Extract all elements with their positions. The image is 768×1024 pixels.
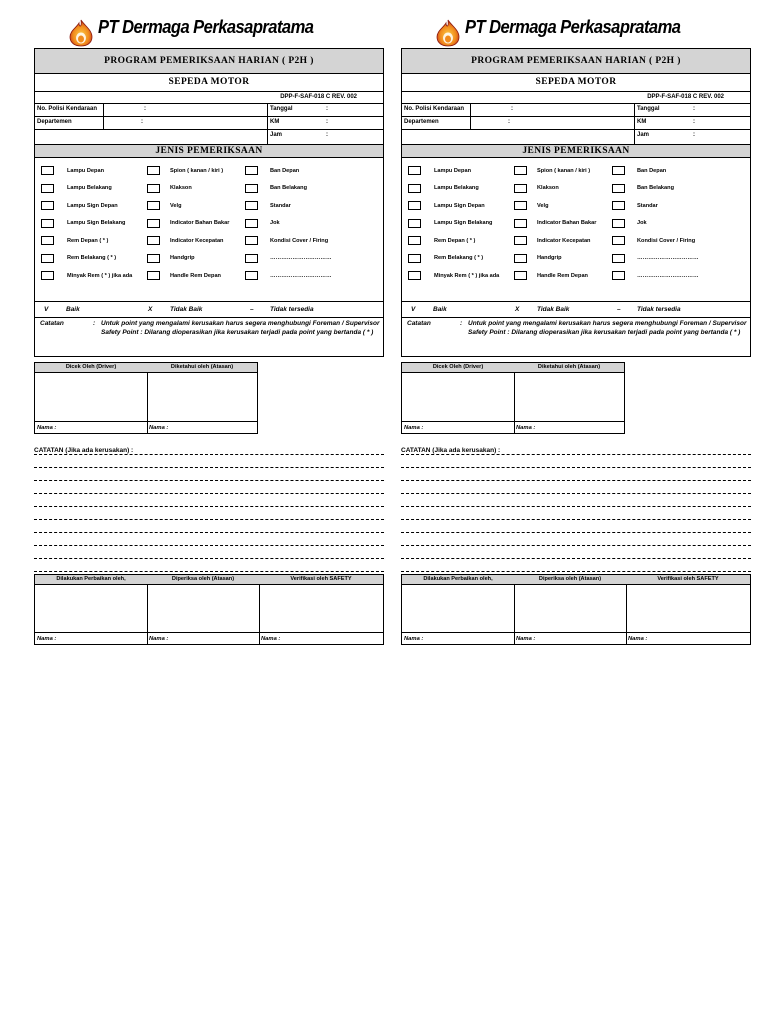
checkbox[interactable] xyxy=(612,236,625,245)
checkbox[interactable] xyxy=(612,184,625,193)
checkbox[interactable] xyxy=(245,219,258,228)
checkbox[interactable] xyxy=(514,166,527,175)
name-label: Nama : xyxy=(516,425,536,431)
checkbox[interactable] xyxy=(147,236,160,245)
check-item-label: Lampu Sign Depan xyxy=(434,202,485,209)
checked-by-header: Dicek Oleh (Driver) xyxy=(35,363,147,373)
check-item-label: Rem Depan ( * ) xyxy=(67,237,109,244)
checkbox[interactable] xyxy=(245,254,258,263)
checkbox[interactable] xyxy=(245,166,258,175)
checkbox[interactable] xyxy=(514,236,527,245)
checkbox[interactable] xyxy=(408,201,421,210)
checkbox[interactable] xyxy=(612,219,625,228)
checkbox[interactable] xyxy=(245,236,258,245)
check-item-label: Indicator Kecepatan xyxy=(537,237,591,244)
form-title: PROGRAM PEMERIKSAAN HARIAN ( P2H ) xyxy=(402,49,750,74)
catatan-text-2: Safety Point : Dilarang dioperasikan jika kerusakan terjadi pada point yang bertanda ( * ) xyxy=(468,328,741,336)
km-label: KM xyxy=(637,119,647,125)
catatan-text-1: Untuk point yang mengalami kerusakan harus segera menghubungi Foreman / Supervisor xyxy=(101,320,380,327)
check-item-label: Jok xyxy=(637,220,647,226)
vehicle-info: DPP-F-SAF-018 C REV. 002 No. Polisi Kendaraan : Tanggal : Departemen : KM : Jam : xyxy=(35,92,383,144)
company-name: PT Dermaga Perkasapratama xyxy=(98,17,314,37)
checkbox[interactable] xyxy=(514,254,527,263)
legend-x-label: Tidak Baik xyxy=(537,306,570,313)
check-item-label: Lampu Sign Depan xyxy=(67,202,118,209)
check-item-label: Ban Belakang xyxy=(270,185,307,191)
notes-box: Catatan : Untuk point yang mengalami kerusakan harus segera menghubungi Foreman / Supervisor Safety Point : Dilarang dioperasikan jika kerusakan terjadi pada point yang bertanda ( * ) xyxy=(35,317,383,356)
check-item-label: Ban Belakang xyxy=(637,185,674,191)
checkbox[interactable] xyxy=(41,254,54,263)
checkbox[interactable] xyxy=(514,201,527,210)
check-item-label: Indicator Bahan Bakar xyxy=(537,220,597,226)
doc-code: DPP-F-SAF-018 C REV. 002 xyxy=(280,94,357,100)
form-subtitle: SEPEDA MOTOR xyxy=(402,74,750,92)
checkbox[interactable] xyxy=(147,254,160,263)
checkbox[interactable] xyxy=(612,254,625,263)
date-label: Tanggal xyxy=(637,106,660,112)
legend-dash-label: Tidak tersedia xyxy=(637,306,681,313)
legend-v-symbol: V xyxy=(44,306,49,313)
department-label: Departemen xyxy=(404,119,439,125)
checkbox[interactable] xyxy=(408,219,421,228)
check-item-label: Spion ( kanan / kiri ) xyxy=(170,167,224,174)
legend-v-label: Baik xyxy=(66,306,80,313)
legend-dash-symbol: – xyxy=(617,306,621,313)
catatan-text-2: Safety Point : Dilarang dioperasikan jika kerusakan terjadi pada point yang bertanda ( * ) xyxy=(101,328,374,336)
check-item-label: Lampu Sign Belakang xyxy=(434,220,493,226)
checkbox[interactable] xyxy=(41,166,54,175)
legend-x-symbol: X xyxy=(515,306,520,313)
checkbox[interactable] xyxy=(147,166,160,175)
section-title: JENIS PEMERIKSAAN xyxy=(35,144,383,158)
police-no-label: No. Polisi Kendaraan xyxy=(37,106,98,112)
check-item-label: …………………………… xyxy=(270,255,332,261)
form-subtitle: SEPEDA MOTOR xyxy=(35,74,383,92)
repaired-by-header: Dilakukan Perbaikan oleh, xyxy=(35,575,147,585)
check-item-label: Ban Depan xyxy=(637,167,667,174)
inspected-by-header: Diperiksa oleh (Atasan) xyxy=(147,575,259,585)
acknowledged-by-header: Diketahui oleh (Atasan) xyxy=(514,363,624,373)
repaired-by-header: Dilakukan Perbaikan oleh, xyxy=(402,575,514,585)
inspected-by-header: Diperiksa oleh (Atasan) xyxy=(514,575,626,585)
name-label: Nama : xyxy=(516,636,536,642)
notes-box: Catatan : Untuk point yang mengalami kerusakan harus segera menghubungi Foreman / Supervisor Safety Point : Dilarang dioperasikan jika kerusakan terjadi pada point yang bertanda ( * ) xyxy=(402,317,750,356)
name-label: Nama : xyxy=(404,425,424,431)
checkbox[interactable] xyxy=(245,271,258,280)
checkbox[interactable] xyxy=(41,236,54,245)
check-item-label: …………………………… xyxy=(270,272,332,279)
checkbox[interactable] xyxy=(245,184,258,193)
checkbox[interactable] xyxy=(408,184,421,193)
header xyxy=(34,16,384,48)
checkbox[interactable] xyxy=(612,166,625,175)
check-item-label: Minyak Rem ( * ) jika ada xyxy=(67,272,133,279)
safety-verification-header: Verifikasi oleh SAFETY xyxy=(626,575,750,585)
damage-notes-title: CATATAN (Jika ada kerusakan) : xyxy=(34,447,134,454)
check-item-label: Spion ( kanan / kiri ) xyxy=(537,167,591,174)
date-label: Tanggal xyxy=(270,106,293,112)
check-item-label: Rem Belakang ( * ) xyxy=(434,255,484,261)
legend-x-label: Tidak Baik xyxy=(170,306,203,313)
name-label: Nama : xyxy=(37,425,57,431)
signature-table-bottom xyxy=(34,574,384,645)
legend-dash-label: Tidak tersedia xyxy=(270,306,314,313)
checkbox[interactable] xyxy=(41,184,54,193)
police-no-label: No. Polisi Kendaraan xyxy=(404,106,465,112)
check-item-label: Handle Rem Depan xyxy=(537,272,588,279)
checkbox[interactable] xyxy=(514,271,527,280)
company-name: PT Dermaga Perkasapratama xyxy=(465,17,681,37)
checkbox[interactable] xyxy=(147,219,160,228)
check-item-label: Minyak Rem ( * ) jika ada xyxy=(434,272,500,279)
form-right xyxy=(401,16,751,642)
name-label: Nama : xyxy=(404,636,424,642)
legend-dash-symbol: – xyxy=(250,306,254,313)
check-item-label: Indicator Kecepatan xyxy=(170,237,224,244)
signature-table-bottom xyxy=(401,574,751,645)
checkbox[interactable] xyxy=(408,236,421,245)
check-item-label: Kondisi Cover / Firing xyxy=(637,237,696,244)
check-item-label: Lampu Depan xyxy=(67,167,104,174)
check-item-label: Ban Depan xyxy=(270,167,300,174)
check-item-label: Handle Rem Depan xyxy=(170,272,221,279)
checkbox[interactable] xyxy=(147,184,160,193)
check-item-label: Lampu Belakang xyxy=(67,185,112,191)
checkbox[interactable] xyxy=(408,254,421,263)
checkbox[interactable] xyxy=(147,271,160,280)
check-item-label: Klakson xyxy=(170,185,192,191)
check-item-label: Lampu Sign Belakang xyxy=(67,220,126,226)
legend-v-symbol: V xyxy=(411,306,416,313)
checkbox[interactable] xyxy=(514,184,527,193)
department-label: Departemen xyxy=(37,119,72,125)
flame-logo-icon xyxy=(435,19,461,47)
check-item-label: Rem Belakang ( * ) xyxy=(67,255,117,261)
signature-table-top xyxy=(401,362,625,434)
checkbox[interactable] xyxy=(147,201,160,210)
km-label: KM xyxy=(270,119,280,125)
checkbox[interactable] xyxy=(41,219,54,228)
check-item-label: Velg xyxy=(170,202,182,209)
catatan-label: Catatan xyxy=(40,320,64,327)
checkbox[interactable] xyxy=(612,201,625,210)
hour-label: Jam xyxy=(270,132,283,138)
vehicle-info: DPP-F-SAF-018 C REV. 002 No. Polisi Kendaraan : Tanggal : Departemen : KM : Jam : xyxy=(402,92,750,144)
checkbox[interactable] xyxy=(41,271,54,280)
form-left xyxy=(34,16,384,642)
checkbox[interactable] xyxy=(408,271,421,280)
inspection-form xyxy=(401,48,751,357)
header xyxy=(401,16,751,48)
check-item-label: Kondisi Cover / Firing xyxy=(270,237,329,244)
flame-logo-icon xyxy=(68,19,94,47)
check-item-label: Standar xyxy=(637,202,658,209)
checkbox[interactable] xyxy=(612,271,625,280)
check-item-label: …………………………… xyxy=(637,255,699,261)
legend xyxy=(35,301,383,317)
acknowledged-by-header: Diketahui oleh (Atasan) xyxy=(147,363,257,373)
name-label: Nama : xyxy=(149,636,169,642)
check-item-label: …………………………… xyxy=(637,272,699,279)
catatan-text-1: Untuk point yang mengalami kerusakan harus segera menghubungi Foreman / Supervisor xyxy=(468,320,747,327)
check-item-label: Handgrip xyxy=(170,255,195,261)
doc-code: DPP-F-SAF-018 C REV. 002 xyxy=(647,94,724,100)
check-item-label: Lampu Belakang xyxy=(434,185,479,191)
legend xyxy=(402,301,750,317)
name-label: Nama : xyxy=(149,425,169,431)
signature-table-top xyxy=(34,362,258,434)
check-item-label: Jok xyxy=(270,220,280,226)
checked-by-header: Dicek Oleh (Driver) xyxy=(402,363,514,373)
checklist xyxy=(35,158,383,301)
section-title: JENIS PEMERIKSAAN xyxy=(402,144,750,158)
checkbox[interactable] xyxy=(245,201,258,210)
checkbox[interactable] xyxy=(41,201,54,210)
checkbox[interactable] xyxy=(514,219,527,228)
hour-label: Jam xyxy=(637,132,650,138)
name-label: Nama : xyxy=(628,636,648,642)
damage-notes-title: CATATAN (Jika ada kerusakan) : xyxy=(401,447,501,454)
checkbox[interactable] xyxy=(408,166,421,175)
form-title: PROGRAM PEMERIKSAAN HARIAN ( P2H ) xyxy=(35,49,383,74)
check-item-label: Rem Depan ( * ) xyxy=(434,237,476,244)
legend-x-symbol: X xyxy=(148,306,153,313)
check-item-label: Indicator Bahan Bakar xyxy=(170,220,230,226)
legend-v-label: Baik xyxy=(433,306,447,313)
check-item-label: Lampu Depan xyxy=(434,167,471,174)
check-item-label: Velg xyxy=(537,202,549,209)
safety-verification-header: Verifikasi oleh SAFETY xyxy=(259,575,383,585)
inspection-form xyxy=(34,48,384,357)
check-item-label: Handgrip xyxy=(537,255,562,261)
name-label: Nama : xyxy=(261,636,281,642)
checklist xyxy=(402,158,750,301)
name-label: Nama : xyxy=(37,636,57,642)
check-item-label: Standar xyxy=(270,202,291,209)
catatan-label: Catatan xyxy=(407,320,431,327)
check-item-label: Klakson xyxy=(537,185,559,191)
